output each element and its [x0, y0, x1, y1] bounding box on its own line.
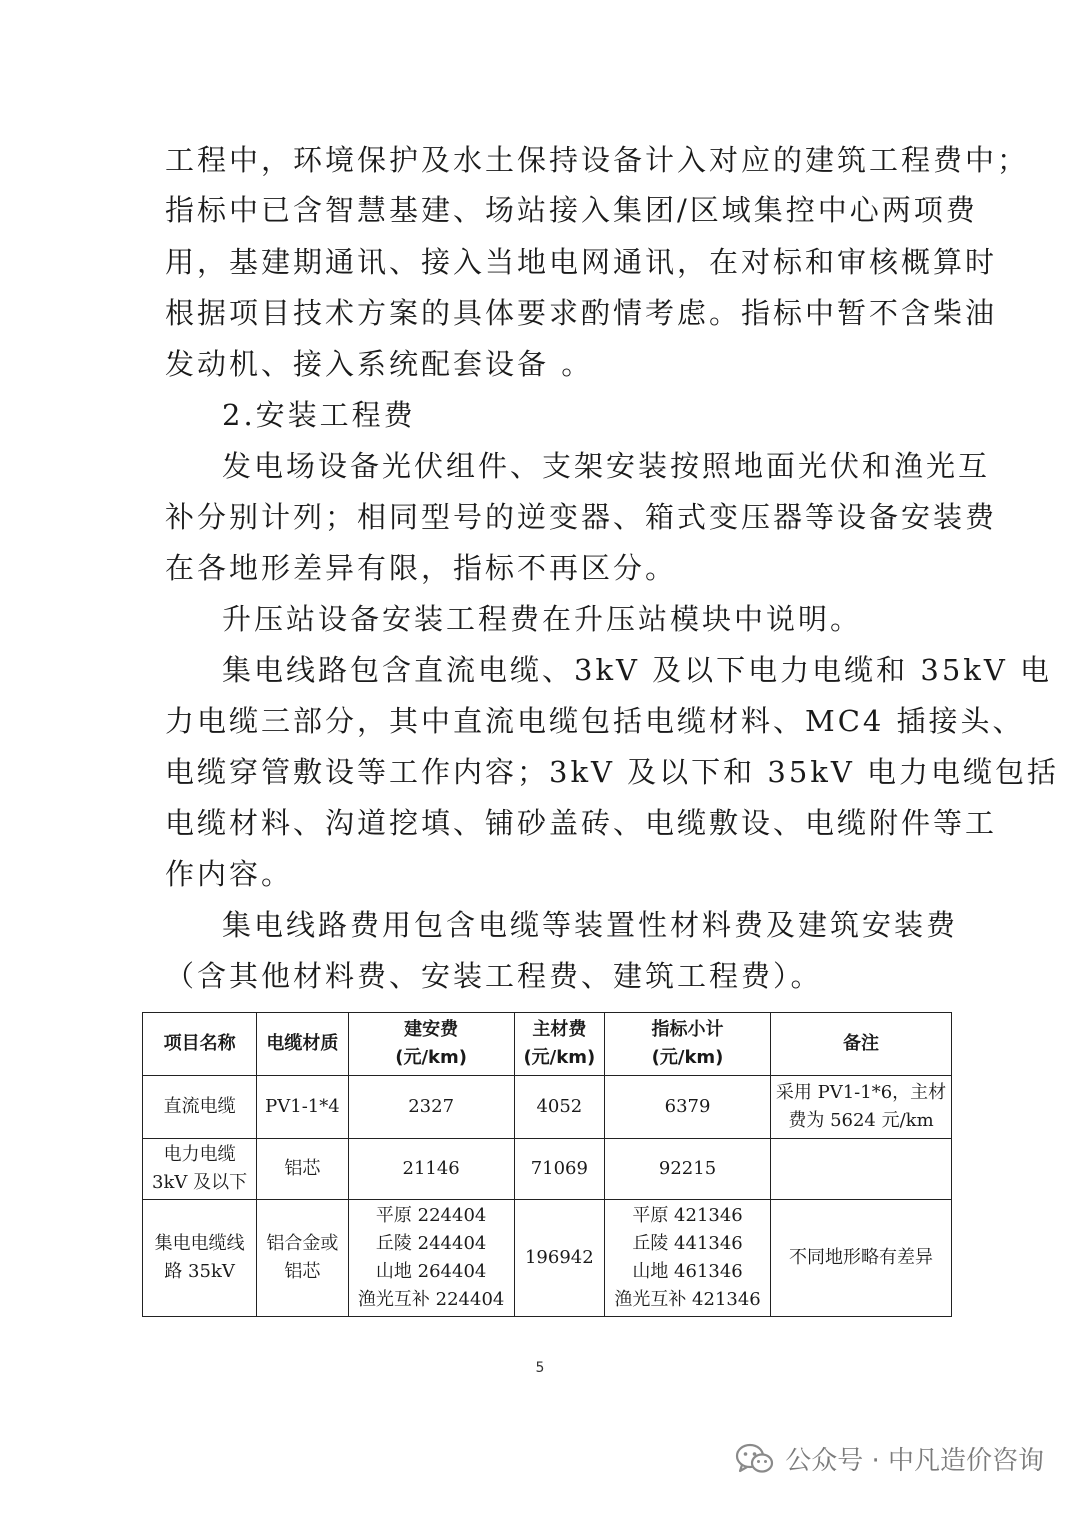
paragraph-line: 补分别计列；相同型号的逆变器、箱式变压器等设备安装费	[165, 500, 998, 534]
cell-name: 电力电缆 3kV 及以下	[143, 1139, 257, 1200]
cost-table	[142, 1012, 952, 1317]
cell-material-fee: 71069	[514, 1139, 604, 1200]
paragraph-line: 升压站设备安装工程费在升压站模块中说明。	[222, 602, 863, 636]
header-remark: 备注	[771, 1013, 952, 1076]
watermark-text: 公众号 · 中凡造价咨询	[785, 1446, 1044, 1476]
cell-remark: 采用 PV1-1*6，主材 费为 5624 元/km	[771, 1076, 952, 1139]
cell-subtotal: 平原 421346 丘陵 441346 山地 461346 渔光互补 421346	[605, 1200, 771, 1317]
cell-remark: 不同地形略有差异	[771, 1200, 952, 1317]
cell-material: PV1-1*4	[257, 1076, 348, 1139]
paragraph-line: 用，基建期通讯、接入当地电网通讯，在对标和审核概算时	[165, 245, 998, 279]
paragraph-line: 电缆材料、沟道挖填、铺砂盖砖、电缆敷设、电缆附件等工	[165, 806, 998, 840]
paragraph-line: 电缆穿管敷设等工作内容；3kV 及以下和 35kV 电力电缆包括	[165, 755, 1060, 789]
watermark	[735, 1440, 1044, 1477]
header-install-fee: 建安费 (元/km)	[348, 1013, 514, 1076]
cell-subtotal: 6379	[605, 1076, 771, 1139]
cell-install-fee: 平原 224404 丘陵 244404 山地 264404 渔光互补 224404	[348, 1200, 514, 1317]
cell-name: 集电电缆线 路 35kV	[143, 1200, 257, 1317]
page-number: 5	[535, 1360, 545, 1376]
paragraph-line: 作内容。	[165, 857, 294, 891]
header-project-name: 项目名称	[143, 1013, 257, 1076]
section-heading: 2.安装工程费	[222, 398, 416, 432]
cell-material: 铝合金或 铝芯	[257, 1200, 348, 1317]
paragraph-line: 力电缆三部分，其中直流电缆包括电缆材料、MC4 插接头、	[165, 704, 1025, 738]
table-row	[143, 1200, 952, 1317]
cell-remark	[771, 1139, 952, 1200]
paragraph-line: 在各地形差异有限，指标不再区分。	[165, 551, 678, 585]
table-row	[143, 1139, 952, 1200]
table-row	[143, 1076, 952, 1139]
paragraph-line: 根据项目技术方案的具体要求酌情考虑。指标中暂不含柴油	[165, 296, 998, 330]
paragraph-line: 工程中，环境保护及水土保持设备计入对应的建筑工程费中；	[165, 143, 1030, 177]
cell-material-fee: 196942	[514, 1200, 604, 1317]
header-subtotal: 指标小计 (元/km)	[605, 1013, 771, 1076]
header-cable-material: 电缆材质	[257, 1013, 348, 1076]
paragraph-line: 发电场设备光伏组件、支架安装按照地面光伏和渔光互	[222, 449, 991, 483]
header-material-fee: 主材费 (元/km)	[514, 1013, 604, 1076]
table-header-row	[143, 1013, 952, 1076]
paragraph-line: 集电线路费用包含电缆等装置性材料费及建筑安装费	[222, 908, 959, 942]
paragraph-line: （含其他材料费、安装工程费、建筑工程费）。	[165, 959, 823, 993]
cell-install-fee: 21146	[348, 1139, 514, 1200]
cell-material: 铝芯	[257, 1139, 348, 1200]
cell-name: 直流电缆	[143, 1076, 257, 1139]
wechat-icon	[735, 1442, 775, 1476]
paragraph-line: 发动机、接入系统配套设备 。	[165, 347, 594, 381]
cell-subtotal: 92215	[605, 1139, 771, 1200]
cell-install-fee: 2327	[348, 1076, 514, 1139]
paragraph-line: 集电线路包含直流电缆、3kV 及以下电力电缆和 35kV 电	[222, 653, 1053, 687]
paragraph-line: 指标中已含智慧基建、场站接入集团/区域集控中心两项费	[165, 193, 978, 227]
cell-material-fee: 4052	[514, 1076, 604, 1139]
